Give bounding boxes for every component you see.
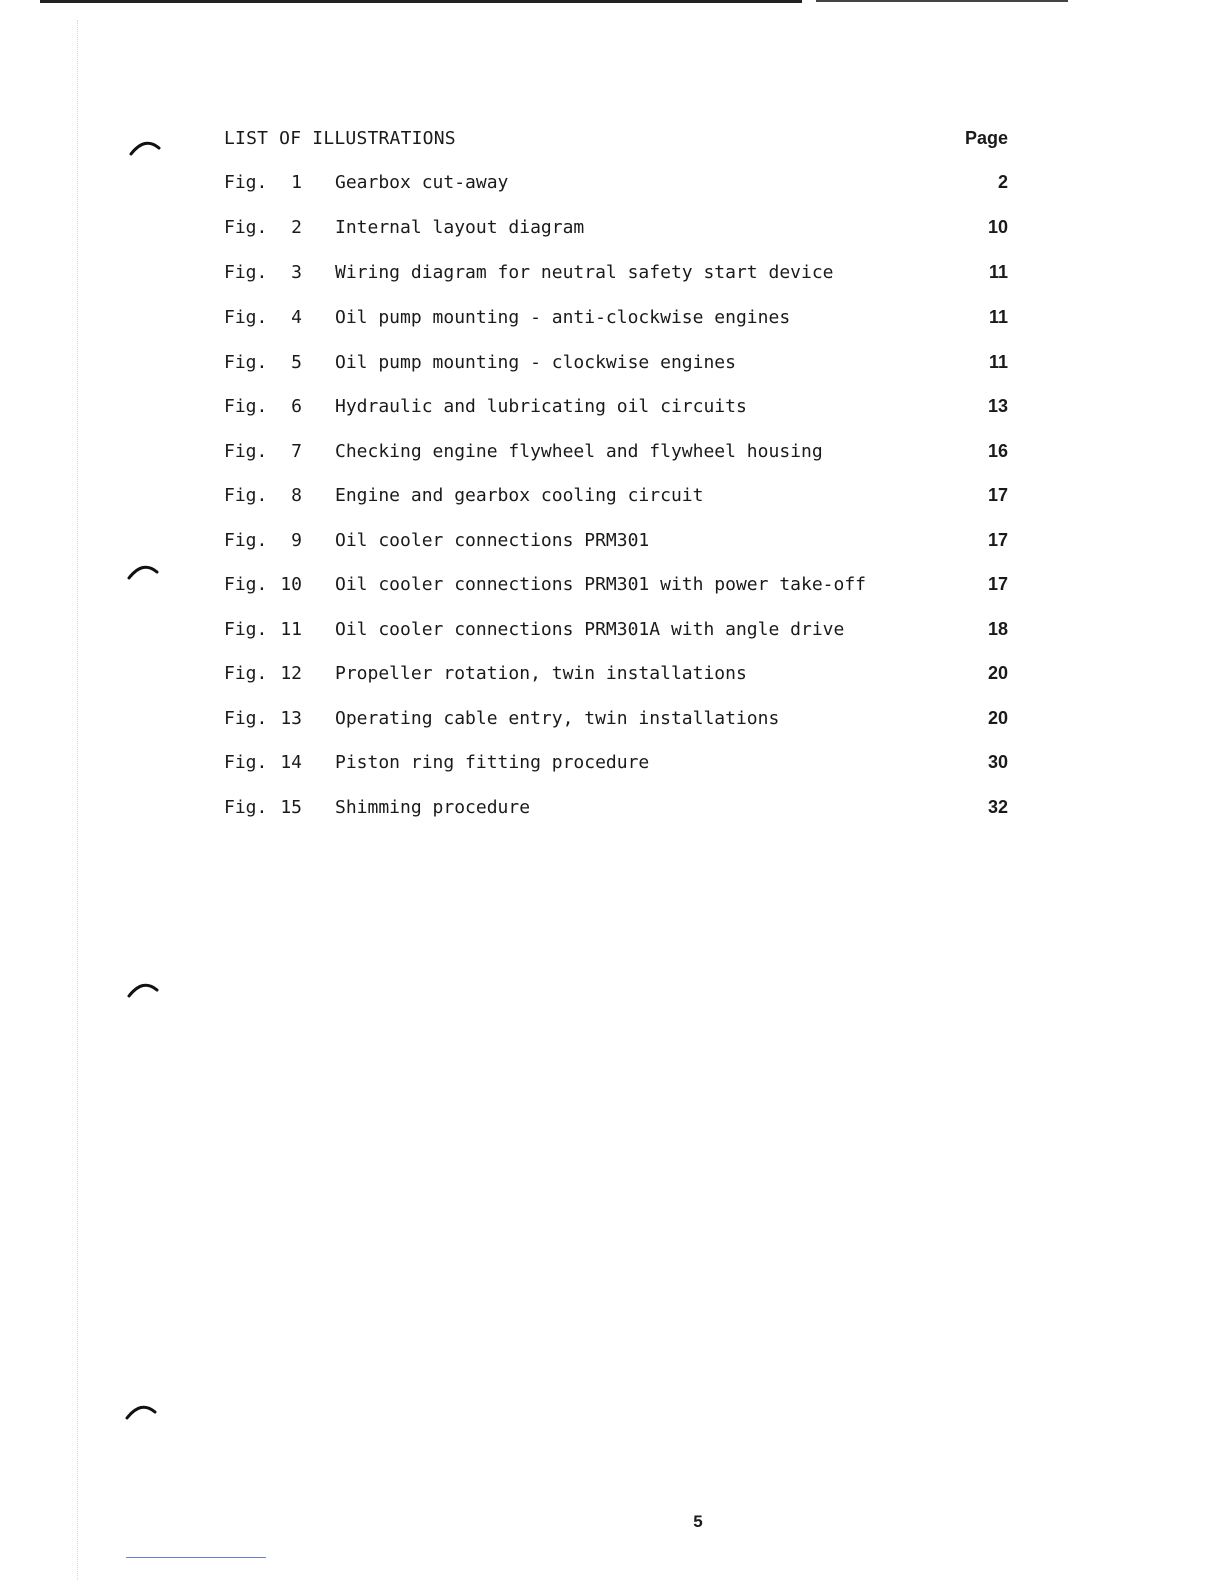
fig-number: 5 [291, 352, 302, 373]
list-item [0, 441, 1224, 465]
fig-page: 2 [997, 172, 1008, 192]
fig-number: 11 [280, 619, 302, 640]
fig-number: 3 [291, 262, 302, 283]
list-item [0, 708, 1224, 732]
fig-page: 13 [987, 396, 1008, 416]
list-item [0, 619, 1224, 643]
fig-page: 17 [987, 574, 1008, 594]
list-item [0, 485, 1224, 509]
fig-label: Fig. [224, 530, 268, 551]
fig-label: Fig. [224, 574, 268, 595]
fig-caption: Oil cooler connections PRM301 [335, 530, 650, 551]
fig-number: 14 [280, 752, 302, 773]
fig-label: Fig. [224, 441, 268, 462]
fig-number: 6 [291, 396, 302, 417]
fig-caption: Operating cable entry, twin installations [335, 708, 780, 729]
fig-page: 20 [987, 708, 1008, 728]
fig-label: Fig. [224, 172, 268, 193]
fig-page: 30 [987, 752, 1008, 772]
fig-label: Fig. [224, 352, 268, 373]
page-column-heading: Page [964, 128, 1008, 148]
fig-caption: Propeller rotation, twin installations [335, 663, 747, 684]
fig-number: 10 [280, 574, 302, 595]
fig-number: 2 [291, 217, 302, 238]
list-item [0, 352, 1224, 376]
fig-number: 7 [291, 441, 302, 462]
fig-number: 1 [291, 172, 302, 193]
fig-label: Fig. [224, 619, 268, 640]
fig-label: Fig. [224, 307, 268, 328]
binder-hole-icon [126, 976, 160, 1010]
list-item [0, 396, 1224, 420]
fig-page: 11 [988, 307, 1008, 327]
fig-page: 10 [987, 217, 1008, 237]
fig-label: Fig. [224, 797, 268, 818]
fig-number: 8 [291, 485, 302, 506]
fig-caption: Oil pump mounting - clockwise engines [335, 352, 736, 373]
fig-caption: Shimming procedure [335, 797, 531, 818]
top-rule-secondary [816, 0, 1068, 2]
fig-caption: Checking engine flywheel and flywheel housing [335, 441, 823, 462]
binder-hole-icon [128, 134, 162, 168]
fig-page: 18 [987, 619, 1008, 639]
fig-page: 11 [988, 262, 1008, 282]
fig-number: 4 [291, 307, 302, 328]
fig-label: Fig. [224, 663, 268, 684]
list-item [0, 663, 1224, 687]
fig-page: 17 [987, 485, 1008, 505]
fig-caption: Hydraulic and lubricating oil circuits [335, 396, 747, 417]
fig-page: 16 [987, 441, 1008, 461]
fig-caption: Oil cooler connections PRM301A with angle drive [335, 619, 845, 640]
fig-label: Fig. [224, 217, 268, 238]
fig-label: Fig. [224, 262, 268, 283]
fig-page: 20 [987, 663, 1008, 683]
list-item [0, 797, 1224, 821]
fig-caption: Wiring diagram for neutral safety start device [335, 262, 834, 283]
fig-caption: Gearbox cut-away [335, 172, 509, 193]
fig-number: 15 [280, 797, 302, 818]
page-number: 5 [693, 1512, 703, 1531]
fig-caption: Engine and gearbox cooling circuit [335, 485, 704, 506]
fig-page: 32 [987, 797, 1008, 817]
fig-number: 13 [280, 708, 302, 729]
fig-caption: Piston ring fitting procedure [335, 752, 650, 773]
fig-number: 9 [291, 530, 302, 551]
fig-label: Fig. [224, 396, 268, 417]
list-item [0, 217, 1224, 241]
fig-page: 17 [987, 530, 1008, 550]
fig-label: Fig. [224, 708, 268, 729]
list-item [0, 574, 1224, 598]
fig-label: Fig. [224, 752, 268, 773]
list-title: LIST OF ILLUSTRATIONS [224, 128, 456, 149]
bottom-rule [126, 1557, 266, 1558]
fig-caption: Oil pump mounting - anti-clockwise engines [335, 307, 791, 328]
list-item [0, 530, 1224, 554]
list-item [0, 172, 1224, 196]
top-rule [40, 0, 802, 3]
list-item [0, 307, 1224, 331]
list-item [0, 752, 1224, 776]
fig-caption: Oil cooler connections PRM301 with power take-off [335, 574, 867, 595]
fig-caption: Internal layout diagram [335, 217, 585, 238]
binder-hole-icon [124, 1398, 158, 1432]
fig-page: 11 [988, 352, 1008, 372]
list-item [0, 262, 1224, 286]
fig-label: Fig. [224, 485, 268, 506]
fig-number: 12 [280, 663, 302, 684]
